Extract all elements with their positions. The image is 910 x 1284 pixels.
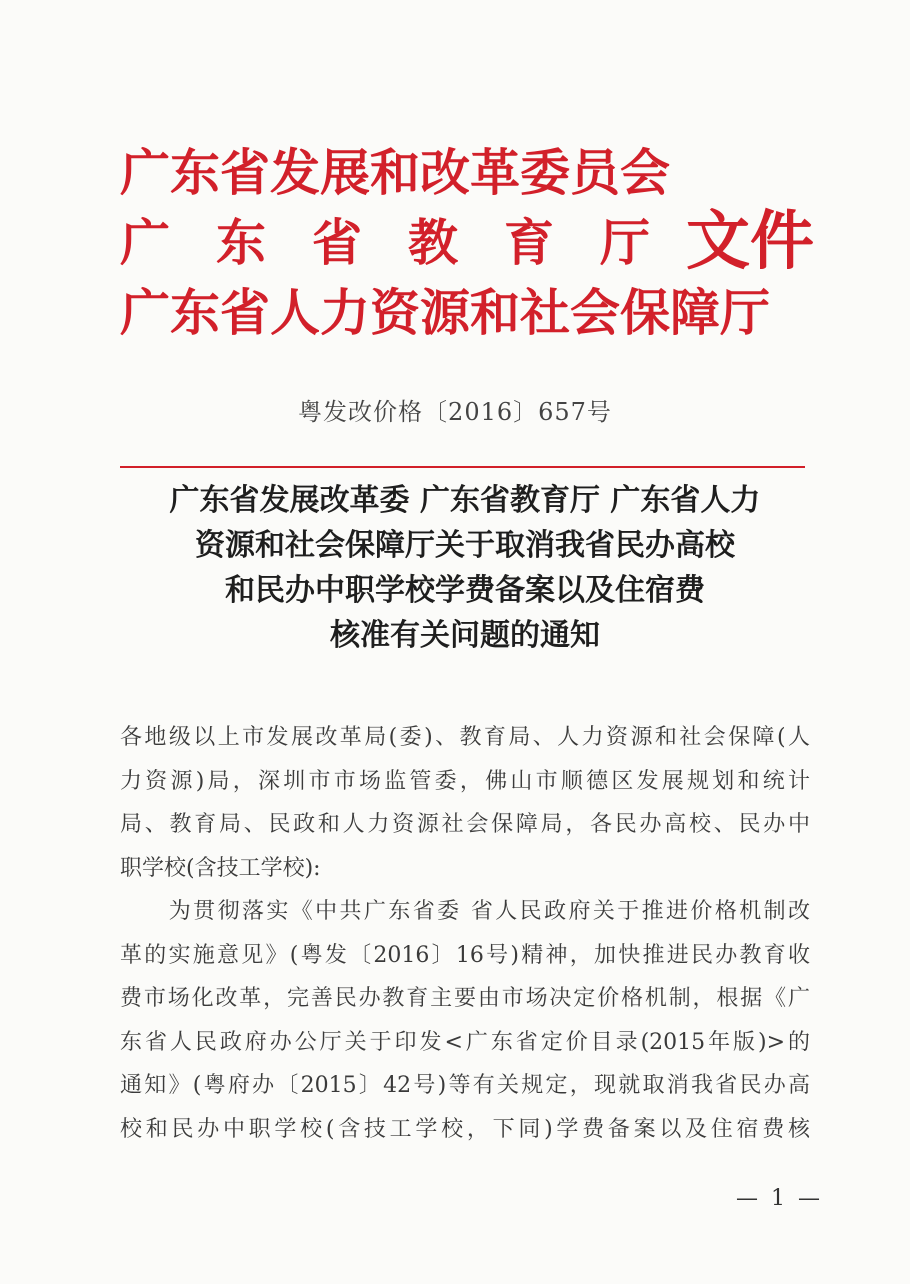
body-line: 费市场化改革，完善民办教育主要由市场决定价格机制，根据《广 xyxy=(120,986,810,1011)
red-divider xyxy=(120,466,805,468)
title-line: 资源和社会保障厅关于取消我省民办高校 xyxy=(195,528,735,563)
body-line: 局、教育局、民政和人力资源社会保障局，各民办高校、民办中 xyxy=(120,812,810,837)
notice-title xyxy=(120,478,810,658)
body-line: 力资源)局，深圳市市场监管委，佛山市顺德区发展规划和统计 xyxy=(120,768,810,794)
body-line: 为贯彻落实《中共广东省委 省人民政府关于推进价格机制改 xyxy=(120,899,810,924)
issuer-ndrc: 广东省发展和改革委员会 xyxy=(120,143,670,202)
doc-number: 粤发改价格〔2016〕657号 xyxy=(298,398,612,426)
title-line: 核准有关问题的通知 xyxy=(330,618,600,653)
doc-type-label: 文件 xyxy=(686,204,814,279)
title-line: 和民办中职学校学费备案以及住宿费 xyxy=(225,573,705,608)
body-line: 校和民办中职学校(含技工学校，下同)学费备案以及住宿费核 xyxy=(120,1116,810,1142)
issuer-education: 广东省教育厅 xyxy=(120,213,650,272)
page-number: — 1 — xyxy=(736,1186,823,1211)
body-line: 职学校(含技工学校): xyxy=(120,855,321,881)
body-line: 通知》(粤府办〔2015〕42号)等有关规定，现就取消我省民办高 xyxy=(120,1073,810,1098)
title-line: 广东省发展改革委 广东省教育厅 广东省人力 xyxy=(169,483,761,518)
body-line: 东省人民政府办公厅关于印发<广东省定价目录(2015年版)>的 xyxy=(120,1029,810,1055)
body-line: 各地级以上市发展改革局(委)、教育局、人力资源和社会保障(人 xyxy=(120,725,810,750)
body-line: 革的实施意见》(粤发〔2016〕16号)精神，加快推进民办教育收 xyxy=(120,942,810,968)
body-text xyxy=(120,716,810,1151)
issuer-hrss: 广东省人力资源和社会保障厅 xyxy=(120,283,770,342)
